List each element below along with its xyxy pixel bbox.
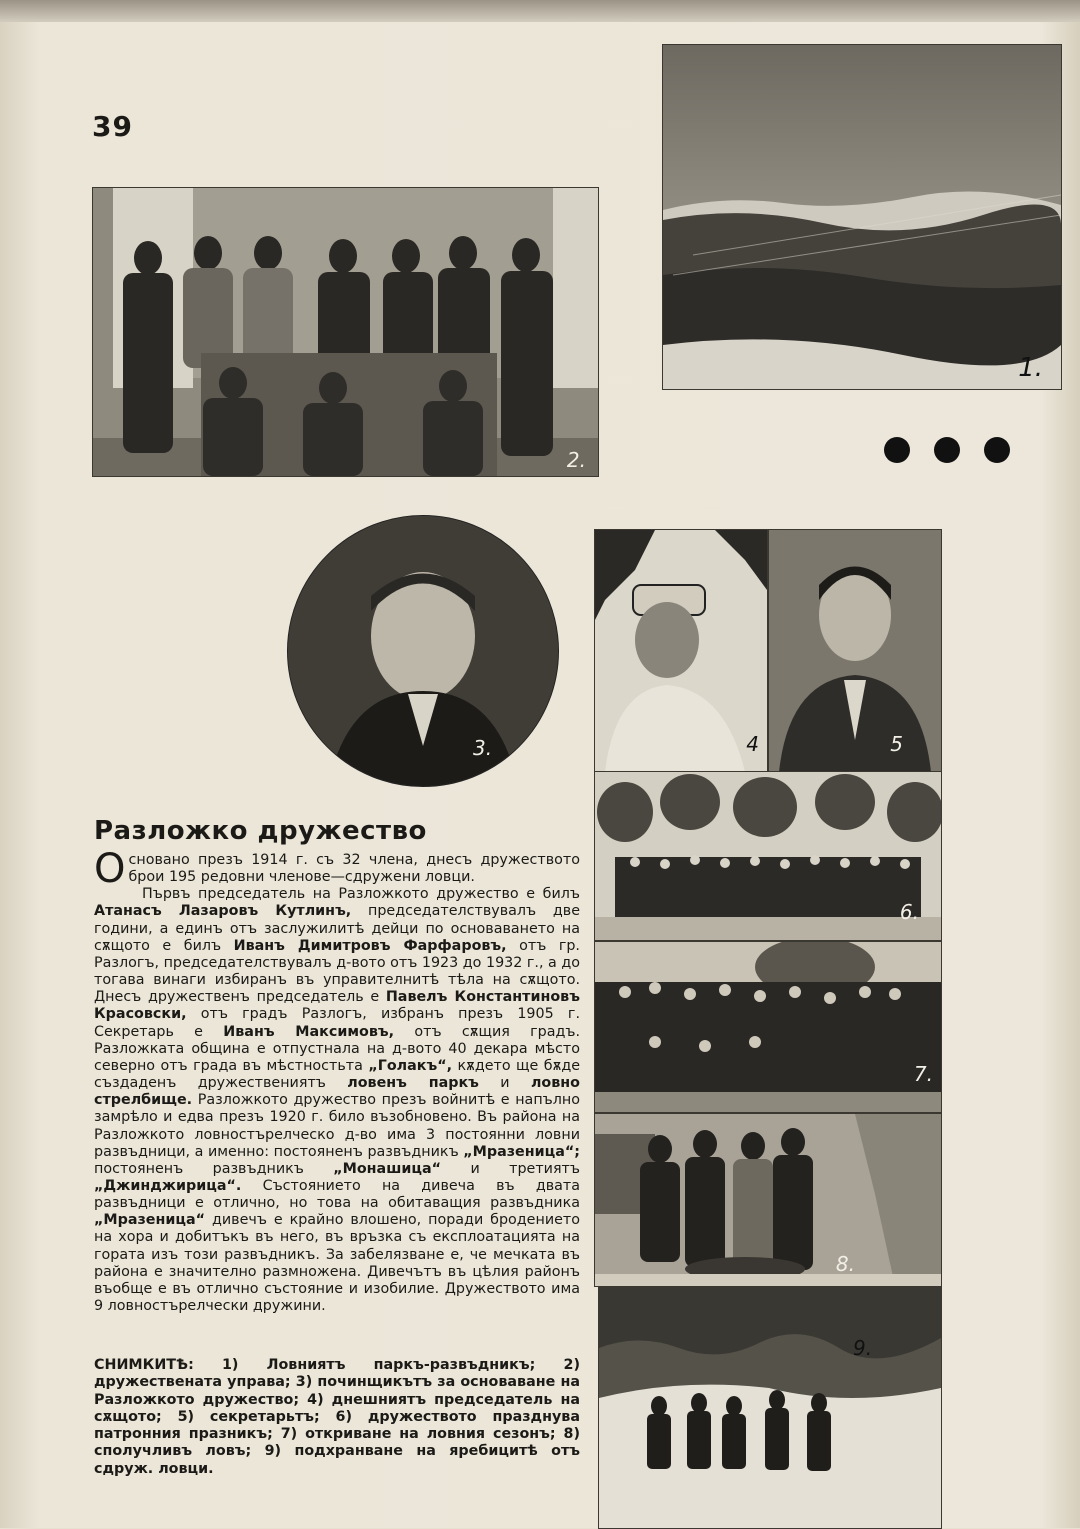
name-farfarov: Иванъ Димитровъ Фарфаровъ, — [233, 937, 507, 954]
group-photo-icon — [595, 772, 941, 940]
text-run: отъ сѫщия градъ. Разложката община е отпустнала на д-вото 40 декара мѣсто северно отъ града въ мѣстностьта — [94, 1023, 580, 1074]
text-run: отъ градъ Разлогъ, избранъ презъ 1905 г. Секретарь е — [94, 1006, 580, 1040]
photo-1-number: 1. — [1018, 353, 1043, 383]
dot-icon — [934, 437, 960, 463]
photo-8-successful-hunt — [594, 1113, 942, 1287]
photo-5-secretary — [768, 529, 942, 773]
group-photo-icon — [595, 942, 941, 1112]
captions-text: 1) Ловниятъ паркъ-развъдникъ; 2) дружествената управа; 3) починщикътъ за основаване на Разложкото дружество; 4) днешниятъ председатель на сѫщото; 5) секретарьтъ; 6) дружеството празднува патронния празникъ; 7) откриване на ловния сезонъ; 8) сполучливъ ловъ; 9) подхранване на яребицитѣ отъ сдруж. ловци. — [94, 1357, 580, 1477]
text-run: Първъ председатель на Разложкото дружество е билъ — [142, 886, 580, 903]
photo-1-mountain-landscape — [662, 44, 1062, 390]
photo-9-feeding-partridges — [598, 1287, 942, 1529]
text-run: Състоянието на дивеча въ двата развъдници е отлично, но това на обитаващия развъдника — [94, 1177, 580, 1212]
decorative-dots — [884, 437, 1014, 467]
winter-scene-icon — [599, 1288, 941, 1528]
group-photo-icon — [93, 188, 598, 476]
reserve-mrazenitsa: „Мразеница“; — [463, 1143, 580, 1160]
dot-icon — [884, 437, 910, 463]
name-kutlin: Атанасъ Лазаровъ Кутлинъ, — [94, 903, 352, 920]
photo-8-number: 8. — [835, 1252, 855, 1276]
text-run: отъ гр. Разлогъ, председателствувалъ д-вото отъ 1923 до 1932 г., а до тогава винаги избиранъ въ управителнитѣ тѣла на сѫщото. Днесъ дружественъ председатель е — [94, 937, 580, 1006]
article-title: Разложко дружество — [94, 816, 427, 846]
article-body — [94, 852, 580, 1332]
reserve-mrazenitsa-2: „Мразеница“ — [94, 1212, 206, 1229]
captions-lead: СНИМКИТѢ: — [94, 1357, 194, 1373]
photo-captions — [94, 1357, 580, 1478]
drop-cap: О — [94, 852, 126, 892]
text-run: дивечъ е крайно влошено, поради бродението на хора и добитъкъ въ него, въ връзка съ експлоатацията на гората изъ този развъдникъ. За забелязване е, че мечката въ района е значително размножена. Дивечътъ въ цѣлия районъ въобще е въ отлично състояние и изобилие. Дружеството има 9 ловностърелчески дружини. — [94, 1212, 580, 1315]
photo-6-number: 6. — [899, 900, 919, 924]
article-paragraph-1 — [94, 852, 580, 892]
text-run: кѫдето ще бѫде създаденъ дружествениятъ — [94, 1057, 580, 1092]
dot-icon — [984, 437, 1010, 463]
text-run: председателствувалъ две години, а единъ отъ заслужилитѣ дейци по основаването на сѫщото е билъ — [94, 903, 580, 954]
place-golak: „Голакъ“, — [368, 1057, 453, 1074]
text-run: Разложкото дружество презъ войнитѣ е напълно замрѣло и едва презъ 1920 г. било възобновено. Въ района на Разложкото ловностърелческо д-во има 3 постоянни ловни развъдници, а именно: постояненъ развъдникъ — [94, 1092, 580, 1160]
name-maksimov: Иванъ Максимовъ, — [223, 1023, 395, 1040]
name-krasovski: Павелъ Константиновъ Красовски, — [94, 989, 580, 1023]
photo-6-patron-celebration — [594, 771, 942, 941]
photo-4-number: 4 — [746, 732, 759, 756]
group-photo-icon — [595, 1114, 941, 1286]
portrait-icon — [288, 516, 558, 786]
photo-5-number: 5 — [890, 732, 903, 756]
photo-7-number: 7. — [913, 1062, 933, 1086]
text-run: и третиятъ — [441, 1160, 580, 1177]
mountain-landscape-icon — [663, 45, 1061, 389]
reserve-monashitsa: „Монашица“ — [333, 1160, 442, 1177]
photo-4-chairman — [594, 529, 768, 773]
page-top-edge — [0, 0, 1080, 22]
article-p1-text: сновано презъ 1914 г. съ 32 члена, днесъ дружеството брои 195 редовни членове—сдружени ловци. — [128, 852, 580, 886]
photo-7-season-opening — [594, 941, 942, 1113]
article-paragraph-2 — [94, 886, 580, 1315]
photo-3-number: 3. — [473, 736, 493, 760]
reserve-dzhindzhiritsa: „Джинджирица“. — [94, 1177, 242, 1194]
photo-3-founder-portrait — [287, 515, 559, 787]
text-run: и — [478, 1075, 531, 1092]
page-number: 39 — [92, 110, 133, 143]
photo-2-number: 2. — [566, 448, 586, 472]
photo-9-number: 9. — [853, 1336, 873, 1360]
text-run: постояненъ развъдникъ — [94, 1160, 334, 1177]
photo-2-board-group — [92, 187, 599, 477]
term-hunting-park: ловенъ паркъ — [347, 1075, 479, 1092]
portrait-icon — [769, 530, 941, 772]
term-shooting-range: ловно стрелбище. — [94, 1075, 580, 1109]
portrait-icon — [595, 530, 767, 772]
